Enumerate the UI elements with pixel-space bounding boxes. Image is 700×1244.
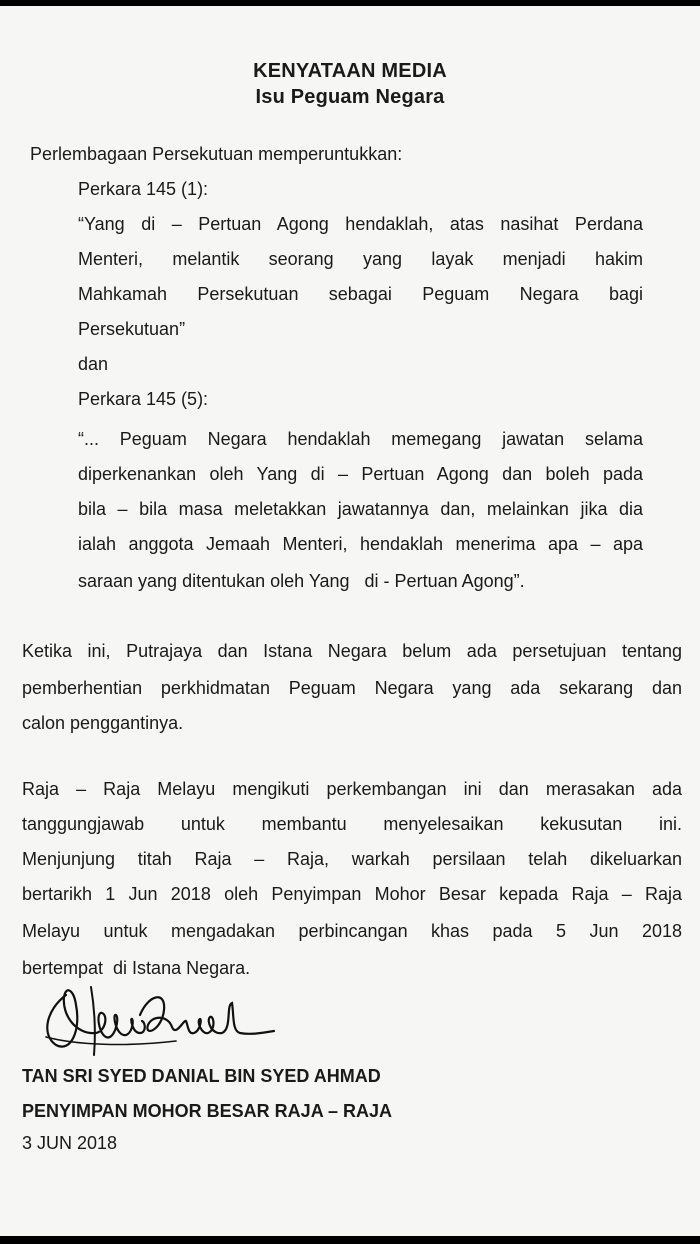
article-1-line: “Yang di – Pertuan Agong hendaklah, atas nasihat Perdana [78,214,643,234]
paragraph-1-line: pemberhentian perkhidmatan Peguam Negara yang ada sekarang dan [22,678,682,698]
article-2-line: saraan yang ditentukan oleh Yang di - Pertuan Agong”. [78,571,525,591]
article-1-heading: Perkara 145 (1): [78,179,209,199]
signatory-name: TAN SRI SYED DANIAL BIN SYED AHMAD [22,1066,381,1086]
paragraph-2-line: Menjunjung titah Raja – Raja, warkah persilaan telah dikeluarkan [22,849,682,869]
intro-text: Perlembagaan Persekutuan memperuntukkan: [30,144,403,164]
article-2-line: bila – bila masa meletakkan jawatannya dan, melainkan jika dia [78,499,643,519]
paragraph-2-line: tanggungjawab untuk membantu menyelesaikan kekusutan ini. [22,814,682,834]
document-subtitle: Isu Peguam Negara [255,86,445,108]
document-title: KENYATAAN MEDIA [253,60,447,82]
signatory-position: PENYIMPAN MOHOR BESAR RAJA – RAJA [22,1101,393,1121]
article-2-line: diperkenankan oleh Yang di – Pertuan Agong dan boleh pada [78,464,643,484]
paragraph-1-line: calon penggantinya. [22,713,184,733]
article-2-line: “... Peguam Negara hendaklah memegang jawatan selama [78,429,643,449]
article-1-line: Menteri, melantik seorang yang layak menjadi hakim [78,249,643,269]
connector-text: dan [78,354,109,374]
article-1-line: Mahkamah Persekutuan sebagai Peguam Negara bagi [78,284,643,304]
paragraph-2-line: Raja – Raja Melayu mengikuti perkembangan ini dan merasakan ada [22,779,682,799]
article-1-line: Persekutuan” [78,319,186,339]
paragraph-1-line: Ketika ini, Putrajaya dan Istana Negara belum ada persetujuan tentang [22,641,682,661]
article-2-line: ialah anggota Jemaah Menteri, hendaklah menerima apa – apa [78,534,643,554]
paragraph-2-line: Melayu untuk mengadakan perbincangan khas pada 5 Jun 2018 [22,921,682,941]
article-2-heading: Perkara 145 (5): [78,389,209,409]
paragraph-2-line: bertarikh 1 Jun 2018 oleh Penyimpan Mohor Besar kepada Raja – Raja [22,884,682,904]
document-date: 3 JUN 2018 [22,1133,118,1153]
handwritten-signature [36,975,276,1065]
paragraph-2-line: bertempat di Istana Negara. [22,958,251,978]
